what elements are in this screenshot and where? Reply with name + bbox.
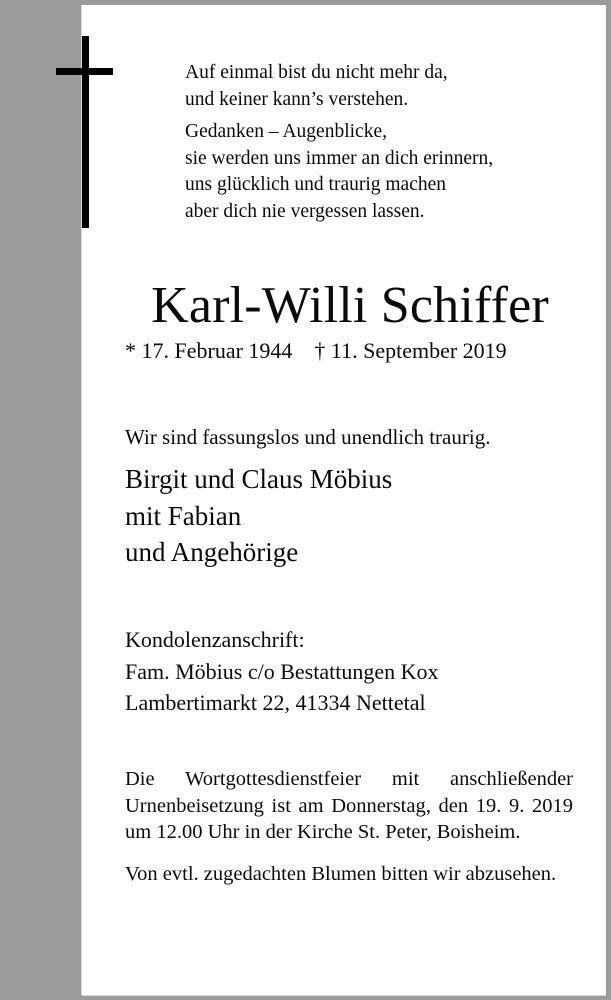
flowers-request: Von evtl. zugedachten Blumen bitten wir abzusehen. (125, 862, 557, 885)
poem-line: und keiner kann’s verstehen. (185, 88, 409, 110)
mourner-line: mit Fabian (125, 500, 242, 531)
poem-line: Auf einmal bist du nicht mehr da, (185, 62, 448, 83)
deceased-name: Karl-Willi Schiffer (151, 277, 549, 334)
service-notice (125, 766, 573, 887)
condolence-address-label: Kondolenzanschrift: (125, 627, 305, 652)
death-date: † 11. September 2019 (314, 338, 507, 363)
poem-stanza (185, 60, 585, 113)
mourner-line: und Angehörige (125, 537, 299, 567)
memorial-poem (185, 60, 585, 225)
mourners-list (125, 461, 392, 571)
life-dates (125, 338, 507, 364)
funeral-service-details: Die Wortgottesdienstfeier mit anschließender Urnenbeisetzung ist am Donnerstag, den 19. 9. 2019 um 12.00 Uhr in der Kirche St. Peter, Boisheim. (125, 768, 573, 843)
cross-icon-vertical-bar (82, 36, 89, 228)
birth-date: * 17. Februar 1944 (125, 338, 293, 363)
condolence-address-line: Fam. Möbius c/o Bestattungen Kox (125, 658, 439, 684)
poem-line: sie werden uns immer an dich erinnern, (185, 147, 494, 169)
poem-line: uns glücklich und traurig machen (185, 174, 447, 195)
condolence-address (125, 624, 438, 719)
poem-line: Gedanken – Augenblicke, (185, 121, 387, 142)
mourning-statement: Wir sind fassungslos und unendlich traurig. (125, 425, 491, 449)
cross-icon-horizontal-bar (56, 68, 113, 75)
poem-line: aber dich nie vergessen lassen. (185, 200, 425, 222)
mourner-line: Birgit und Claus Möbius (125, 464, 393, 494)
poem-stanza (185, 119, 585, 225)
condolence-address-line: Lambertimarkt 22, 41334 Nettetal (125, 690, 426, 715)
